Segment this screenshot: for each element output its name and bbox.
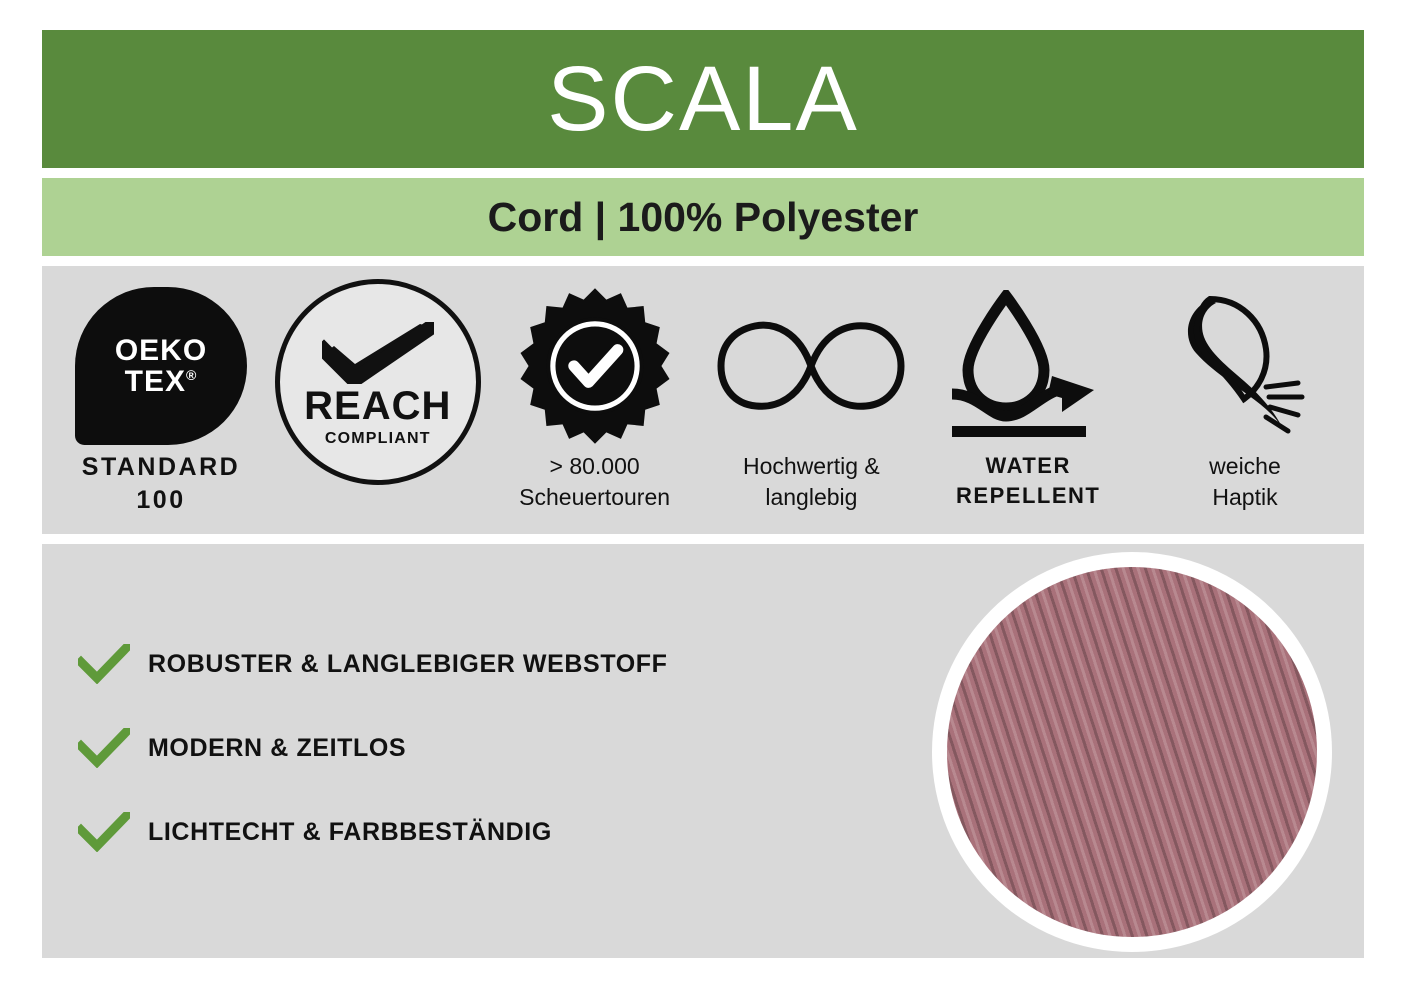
oeko-mark-line2: TEX (124, 365, 187, 398)
check-icon (78, 728, 130, 768)
product-subtitle-band (42, 178, 1364, 256)
feature-caption-line1: WATER (985, 453, 1071, 478)
swatch-texture (947, 567, 1317, 937)
benefits-list (78, 622, 838, 874)
oeko-tex-standard-100-icon (75, 282, 247, 450)
fabric-swatch (932, 552, 1332, 952)
reach-compliant-icon (275, 282, 481, 482)
feature-caption-line2: Haptik (1212, 483, 1278, 510)
product-title-band (42, 30, 1364, 168)
list-item (78, 706, 838, 790)
benefit-label: LICHTECHT & FARBBESTÄNDIG (148, 817, 552, 846)
list-item (78, 622, 838, 706)
benefit-label: ROBUSTER & LANGLEBIGER WEBSTOFF (148, 649, 668, 678)
feature-caption-line1: weiche (1209, 453, 1281, 479)
feature-soft-touch (1140, 266, 1350, 534)
feature-oeko-tex (56, 266, 266, 534)
abrasion-rosette-icon (514, 282, 676, 450)
check-icon (78, 812, 130, 852)
feature-durability (706, 266, 916, 534)
feature-abrasion (490, 266, 700, 534)
reach-sublabel: COMPLIANT (324, 430, 431, 447)
feature-caption-line2: REPELLENT (956, 482, 1101, 508)
oeko-mark-registered: ® (186, 367, 198, 383)
oeko-mark-line1: OEKO (114, 333, 208, 367)
feather-soft-touch-icon (1170, 282, 1320, 450)
benefits-panel (42, 544, 1364, 958)
reach-label: REACH (304, 384, 452, 428)
check-mark-icon (322, 322, 434, 384)
check-icon (78, 644, 130, 684)
feature-caption-line1: STANDARD (81, 453, 241, 481)
page-title: SCALA (547, 48, 859, 150)
feature-icon-strip (42, 266, 1364, 534)
feature-caption-line2: 100 (136, 486, 186, 515)
list-item (78, 790, 838, 874)
water-repellent-icon (944, 282, 1112, 450)
product-subtitle: Cord | 100% Polyester (487, 193, 919, 240)
feature-water-repellent (923, 266, 1133, 534)
benefit-label: MODERN & ZEITLOS (148, 733, 407, 762)
feature-caption-line1: Hochwertig & (743, 453, 880, 479)
feature-reach-compliant (273, 266, 483, 534)
infinity-icon (713, 282, 909, 450)
feature-caption-line1: > 80.000 (549, 453, 640, 479)
feature-caption-line2: Scheuertouren (519, 483, 671, 510)
feature-caption-line2: langlebig (765, 483, 858, 510)
